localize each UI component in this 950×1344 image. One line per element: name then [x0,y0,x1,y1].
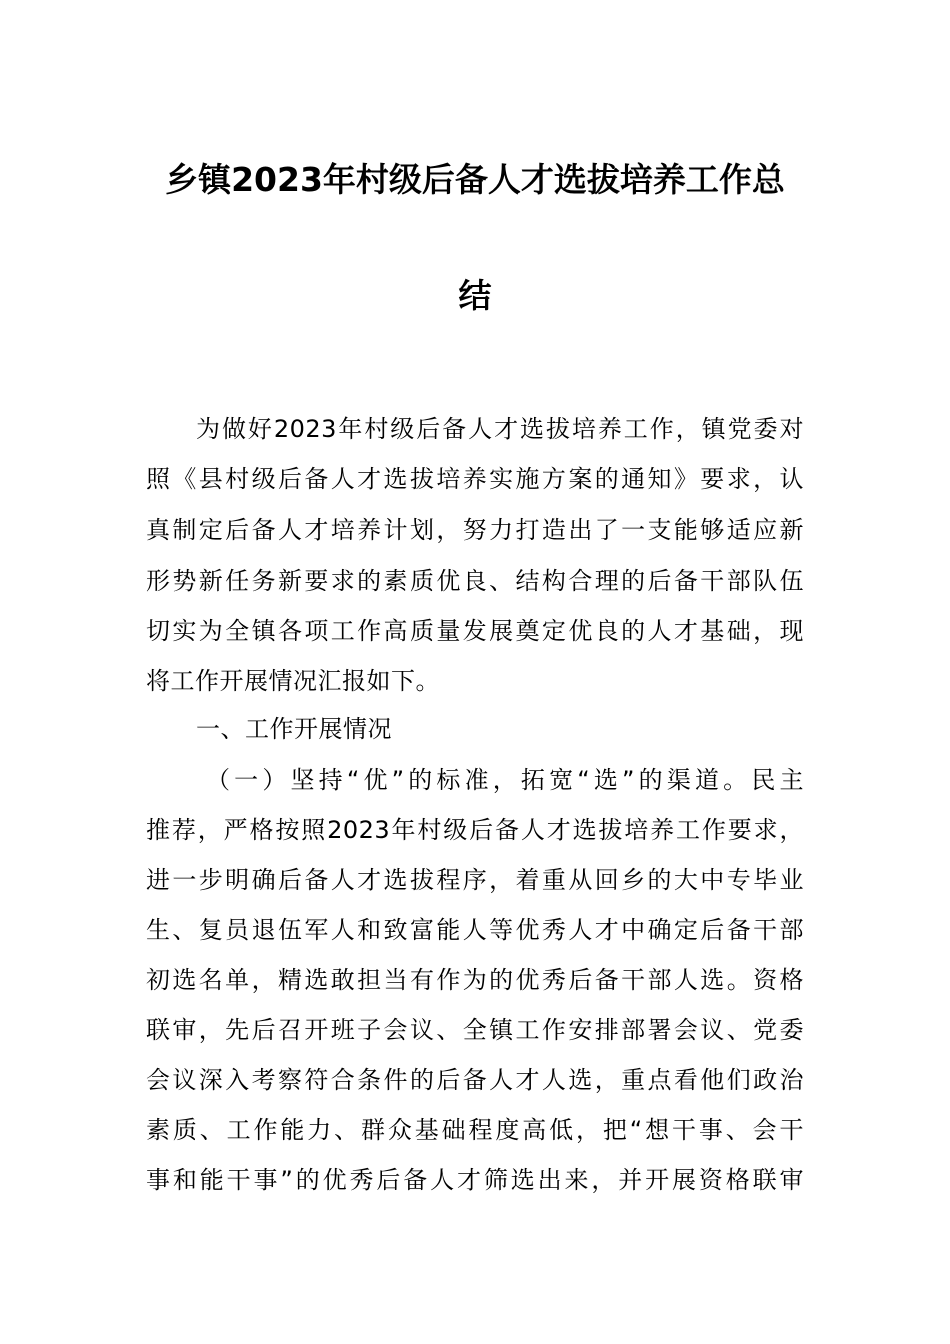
section-body-line: 事和能干事”的优秀后备人才筛选出来，并开展资格联审 [146,1166,804,1194]
intro-line: 真制定后备人才培养计划，努力打造出了一支能够适应新 [146,516,804,544]
section-body-line: 进一步明确后备人才选拔程序，着重从回乡的大中专毕业 [146,866,804,894]
document-title-line-1: 乡镇2023年村级后备人才选拔培养工作总 [165,160,785,199]
intro-line: 将工作开展情况汇报如下。 [146,667,440,695]
section-body-line: 会议深入考察符合条件的后备人才人选，重点看他们政治 [146,1066,804,1094]
section-body-line: 联审，先后召开班子会议、全镇工作安排部署会议、党委 [146,1016,804,1044]
intro-line: 照《县村级后备人才选拔培养实施方案的通知》要求，认 [146,465,804,493]
section-body-line: 素质、工作能力、群众基础程度高低，把“想干事、会干 [146,1116,804,1144]
section-body-line: 初选名单，精选敢担当有作为的优秀后备干部人选。资格 [146,966,804,994]
intro-line: 为做好2023年村级后备人才选拔培养工作，镇党委对 [196,415,804,443]
section-body-line: 推荐，严格按照2023年村级后备人才选拔培养工作要求， [146,816,804,844]
intro-line: 切实为全镇各项工作高质量发展奠定优良的人才基础，现 [146,617,804,645]
intro-line: 形势新任务新要求的素质优良、结构合理的后备干部队伍 [146,567,804,595]
section-heading: 一、工作开展情况 [196,715,392,743]
document-title-line-2: 结 [458,276,492,315]
section-body-line: （一）坚持“优”的标准，拓宽“选”的渠道。民主 [206,766,804,794]
section-body-line: 生、复员退伍军人和致富能人等优秀人才中确定后备干部 [146,916,804,944]
